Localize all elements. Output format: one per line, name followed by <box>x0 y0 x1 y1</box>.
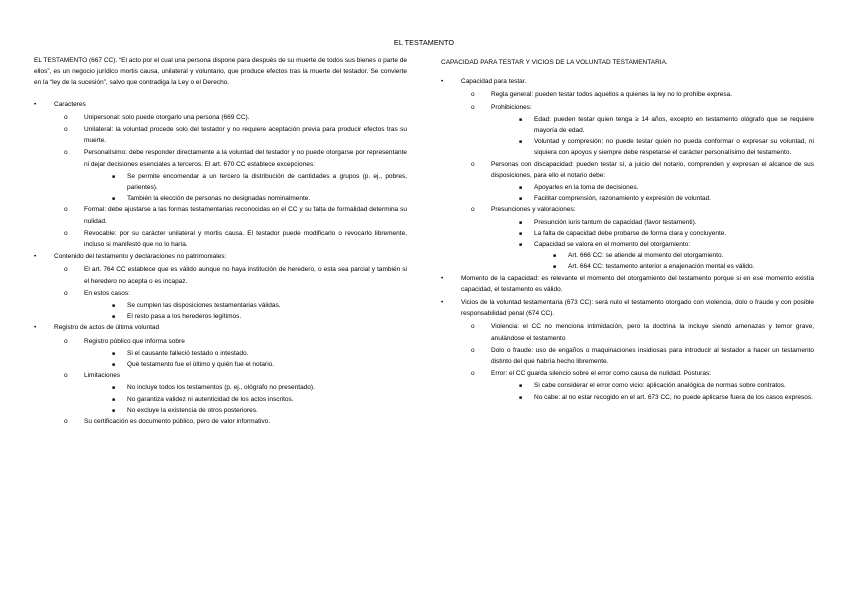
list-item <box>34 288 407 299</box>
list-item <box>441 204 814 215</box>
square-marker: ■ <box>112 407 116 414</box>
circle-marker: o <box>471 206 475 214</box>
list-item-caracteres <box>34 99 407 110</box>
list-item-text: Se cumplen las disposiciones testamentarias válidas. <box>127 302 281 310</box>
square-marker: ■ <box>553 264 557 271</box>
list-item-text: Capacidad se valora en el momento del otorgamiento: <box>534 241 691 249</box>
list-item-text: No cabe: al no estar recogido en el art. 673 CC, no puede aplicarse fuera de los casos expresos. <box>534 393 813 401</box>
list-item-text: Qué testamento fue el último y quién fue el notario. <box>127 361 275 369</box>
list-item-label: Contenido del testamento y declaraciones no patrimoniales: <box>54 253 227 261</box>
list-item-text: Facilitar comprensión, razonamiento y expresión de voluntad. <box>534 195 712 203</box>
list-item-text: Limitaciones <box>84 372 121 380</box>
list-item <box>34 416 407 427</box>
circle-marker: o <box>64 337 68 345</box>
bullet-marker: • <box>34 324 37 332</box>
list-item-text: Unilateral: la voluntad procede solo del testador y no requiere aceptación previa para producir efectos tras su muerte. <box>84 126 407 145</box>
bullet-marker: • <box>441 78 444 86</box>
list-item <box>441 380 814 391</box>
list-item-text: Violencia: el CC no menciona intimidación, pero la doctrina la incluye siendo amenazas y temor grave, anulándose el testamento <box>491 323 814 342</box>
list-item-text: Edad: pueden testar quien tenga ≥ 14 años, excepto en testamento ológrafo que se requiere mayoría de edad. <box>534 115 814 135</box>
list-item-text: Presunciones y valoraciones: <box>491 206 576 214</box>
left-column <box>34 55 407 428</box>
list-item <box>34 193 407 204</box>
list-item <box>441 261 814 272</box>
square-marker: ■ <box>112 196 116 203</box>
list-item <box>441 345 814 367</box>
list-item <box>441 250 814 261</box>
list-item-text: Presunción iuris tantum de capacidad (favor testamenti). <box>534 218 697 226</box>
list-item <box>441 228 814 239</box>
square-marker: ■ <box>112 173 116 180</box>
list-item-text: Si cabe considerar el error como vicio: aplicación analógica de normas sobre contratos. <box>534 382 786 390</box>
list-item-text: Se permite encomendar a un tercero la distribución de cantidades a grupos (p. ej., pobres, parientes). <box>127 172 407 192</box>
list-item <box>34 359 407 370</box>
square-marker: ■ <box>112 350 116 357</box>
list-item <box>34 264 407 286</box>
right-column <box>441 57 814 403</box>
list-item <box>34 405 407 416</box>
intro-paragraph: EL TESTAMENTO (667 CC). “El acto por el cual una persona dispone para después de su muerte de todos sus bienes o parte de ellos”, es un negocio jurídico mortis causa, unilateral y voluntario, que produce efectos tras la muerte del testador. Se convierte en la “ley de la sucesión”, salvo que contradiga la Ley o el Derecho. <box>34 57 407 87</box>
list-item <box>34 171 407 193</box>
list-item <box>441 182 814 193</box>
bullet-marker: • <box>34 253 37 261</box>
square-marker: ■ <box>519 196 523 203</box>
list-item-text: Voluntad y compresión: no puede testar quien no pueda conformar o expresar su voluntad, ni siquiera con apoyos y siempre debe respetarse el carácter personalísimo del testamento. <box>534 138 814 157</box>
circle-marker: o <box>64 418 68 426</box>
list-item-label: Registro de actos de última voluntad <box>54 324 160 332</box>
list-item-text: Prohibiciones: <box>491 103 532 111</box>
list-item <box>441 102 814 113</box>
list-item <box>34 112 407 123</box>
list-item <box>34 348 407 359</box>
list-item <box>441 217 814 228</box>
list-item <box>34 228 407 250</box>
list-item-capacidad <box>441 76 814 87</box>
list-item-text: Art. 664 CC: testamento anterior a enajenación mental es válido. <box>568 263 755 271</box>
circle-marker: o <box>64 113 68 121</box>
square-marker: ■ <box>112 385 116 392</box>
square-marker: ■ <box>519 230 523 237</box>
list-item <box>34 147 407 169</box>
square-marker: ■ <box>519 242 523 249</box>
list-item-text: No excluye la existencia de otros posteriores. <box>127 406 258 414</box>
circle-marker: o <box>64 289 68 297</box>
list-item-text: No incluye todos los testamentos (p. ej., ológrafo no presentado). <box>127 384 315 392</box>
circle-marker: o <box>471 160 475 168</box>
list-item <box>34 336 407 347</box>
list-item <box>34 300 407 311</box>
list-item <box>441 114 814 136</box>
list-item <box>441 159 814 181</box>
list-item <box>34 382 407 393</box>
list-item <box>441 321 814 343</box>
list-item <box>34 311 407 322</box>
list-item-text: Regla general: pueden testar todos aquellos a quienes la ley no lo prohíbe expresa. <box>491 91 733 99</box>
left-outline <box>34 99 407 428</box>
list-item-text: Personalísimo: debe responder directamente a la voluntad del testador y no puede otorgarse por representante ni dejar decisiones esenciales a terceros. El art. 670 CC establece excepciones: <box>84 149 407 168</box>
list-item-text: Su certificación es documento público, pero de valor informativo. <box>84 418 271 426</box>
list-item-text: No garantiza validez ni autenticidad de los actos inscritos. <box>127 395 294 403</box>
circle-marker: o <box>471 323 475 331</box>
list-item-text: Art. 666 CC: se atiende al momento del otorgamiento. <box>568 252 724 260</box>
list-item <box>34 204 407 226</box>
list-item <box>34 124 407 146</box>
list-item <box>34 370 407 381</box>
list-item-text: La falta de capacidad debe probarse de forma clara y concluyente. <box>534 229 727 237</box>
list-item <box>441 239 814 250</box>
square-marker: ■ <box>519 394 523 401</box>
list-item-text: Formal: debe ajustarse a las formas testamentarias reconocidas en el CC y su falta de formalidad determina su nulidad. <box>84 206 407 225</box>
list-item-text: Si el causante falleció testado o intestado. <box>127 349 249 357</box>
bullet-marker: • <box>34 100 37 108</box>
list-item-text: Momento de la capacidad: es relevante el momento del otorgamiento del testamento porque si en ese momento existía capacidad, el testamento es válido. <box>461 274 814 293</box>
list-item <box>441 89 814 100</box>
list-item-contenido <box>34 251 407 262</box>
square-marker: ■ <box>112 303 116 310</box>
list-item <box>441 136 814 158</box>
circle-marker: o <box>64 206 68 214</box>
list-item-text: El art. 764 CC establece que es válido aunque no haya institución de heredero, o esta sea parcial y también si el heredero no acepta o es incapaz. <box>84 266 407 285</box>
list-item-text: Revocable: por su carácter unilateral y mortis causa. El testador puede modificarlo o revocarlo libremente, incluso si manifestó que no lo haría. <box>84 229 407 249</box>
circle-marker: o <box>471 91 475 99</box>
list-item <box>441 368 814 379</box>
circle-marker: o <box>64 372 68 380</box>
list-item-momento <box>441 273 814 295</box>
circle-marker: o <box>471 346 475 354</box>
list-item-text: Dolo o fraude: uso de engaños o maquinaciones insidiosas para introducir al testador a hacer un testamento distinto del que habría hecho libremente. <box>491 346 814 366</box>
document-title: EL TESTAMENTO <box>393 38 455 47</box>
list-item-text: Personas con discapacidad: pueden testar sí, a juicio del notario, comprenden y expresan el alcance de sus disposiciones, para ello el notario debe: <box>491 160 814 179</box>
circle-marker: o <box>471 370 475 378</box>
list-item-label: Caracteres <box>54 100 86 108</box>
list-item-text: También la elección de personas no designadas nominalmente. <box>127 195 311 203</box>
section-heading: CAPACIDAD PARA TESTAR Y VICIOS DE LA VOLUNTAD TESTAMENTARIA. <box>441 59 668 66</box>
list-item-vicios <box>441 297 814 319</box>
circle-marker: o <box>64 126 68 134</box>
bullet-marker: • <box>441 274 444 282</box>
list-item-text: Error: el CC guarda silencio sobre el error como causa de nulidad. Posturas: <box>491 370 712 378</box>
square-marker: ■ <box>519 116 523 123</box>
list-item-text: Unipersonal: solo puede otorgarlo una persona (669 CC). <box>84 113 250 121</box>
circle-marker: o <box>64 266 68 274</box>
circle-marker: o <box>64 229 68 237</box>
circle-marker: o <box>471 103 475 111</box>
list-item-text: Vicios de la voluntad testamentaria (673 CC): será nulo el testamento otorgado con violencia, dolo o fraude y con posible responsabilidad penal (674 CC). <box>461 299 814 318</box>
list-item-registro <box>34 322 407 333</box>
right-outline <box>441 76 814 403</box>
square-marker: ■ <box>519 383 523 390</box>
square-marker: ■ <box>112 396 116 403</box>
list-item-text: Apoyarles en la toma de decisiones. <box>534 184 639 192</box>
list-item <box>441 392 814 403</box>
square-marker: ■ <box>519 219 523 226</box>
list-item-text: Registro público que informa sobre <box>84 337 185 345</box>
bullet-marker: • <box>441 299 444 307</box>
square-marker: ■ <box>553 253 557 260</box>
list-item <box>34 394 407 405</box>
list-item-text: El resto pasa a los herederos legítimos. <box>127 313 242 321</box>
square-marker: ■ <box>112 362 116 369</box>
list-item-text: En estos casos: <box>84 289 130 297</box>
circle-marker: o <box>64 149 68 157</box>
square-marker: ■ <box>519 139 523 146</box>
square-marker: ■ <box>519 185 523 192</box>
list-item-label: Capacidad para testar. <box>461 78 527 86</box>
square-marker: ■ <box>112 314 116 321</box>
list-item <box>441 193 814 204</box>
